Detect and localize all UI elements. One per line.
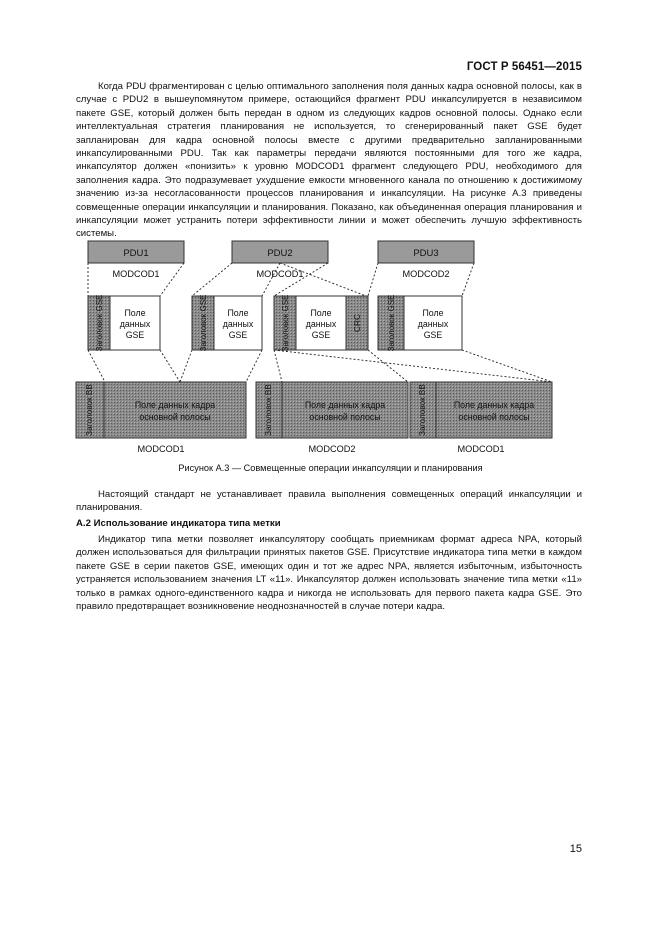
page-number: 15	[569, 843, 582, 855]
bb-header-label: Заголовок BB	[264, 384, 273, 436]
bb-frame-2	[256, 382, 408, 438]
gse-data-line: GSE	[311, 330, 331, 340]
section-heading: А.2 Использование индикатора типа метки	[76, 518, 281, 529]
pdu-to-gse-connectors	[88, 263, 474, 296]
gse-data-line: данных	[119, 319, 151, 329]
pdu-modcod-label: MODCOD1	[256, 269, 304, 279]
bb-frame-1	[76, 382, 246, 438]
gse-packet-4	[378, 295, 462, 352]
gse-to-frame-connectors	[88, 350, 552, 382]
note-paragraph: Настоящий стандарт не устанавливает правила выполнения совмещенных операций инкапсуляции и планирования.	[76, 489, 582, 514]
gse-data-line: Поле	[310, 308, 332, 318]
bb-header-label: Заголовок BB	[85, 384, 94, 436]
gse-data-line: GSE	[125, 330, 145, 340]
gse-packet-1	[88, 295, 160, 352]
gse-header-label: Заголовок GSE	[95, 294, 104, 352]
bb-data-line: основной полосы	[458, 412, 530, 422]
gse-data-line: данных	[417, 319, 449, 329]
crc-label: CRC	[352, 313, 362, 333]
gse-data-line: GSE	[423, 330, 443, 340]
gse-header-label: Заголовок GSE	[281, 294, 290, 352]
bb-data-line: Поле данных кадра	[304, 400, 386, 410]
frame-modcod-label: MODCOD1	[457, 444, 505, 454]
section-a2-paragraph: Индикатор типа метки позволяет инкапсулятору сообщать приемникам формат адреса NPA, который должен использоваться для фильтрации принятых пакетов GSE. Присутствие индикатора типа метки в каждом пакете GSE в серии пакетов GSE, имеющих один и тот же адрес NPA, является избыточным, избыточность устраняется использованием значения LT «11». Инкапсулятор должен использовать значение типа метки «11» только в рамках одного-единственного кадра и никогда не использовать для первого пакета кадра GSE. Это правило предотвращает возникновение неоднозначностей в случае потери кадра.	[76, 534, 582, 613]
intro-paragraph: Когда PDU фрагментирован с целью оптимального заполнения поля данных кадра основной полосы, как в случае с PDU2 в вышеупомянутом примере, остающийся фрагмент PDU инкапсулируется в независимом пакете GSE, который должен быть передан в одном из следующих кадров основной полосы. Однако если интеллектуальная стратегия планирования не используется, то сгенерированный пакет GSE будет запланирован для кадра основной полосы вместе с другими предварительно запланированными инкапсулированными PDU. Так как параметры передачи являются постоянными для того же кадра, инкапсулятор должен «понизить» к уровню MODCOD1 фрагмент следующего PDU, необходимого для заполнения кадра. Это подразумевает ухудшение емкости мгновенного канала по отношению к достижимому значению из-за несогласованности процессов планирования и инкапсуляции. На рисунке А.3 приведены совмещенные операции инкапсуляции и планирования. Показано, как объединенная операция планирования и инкапсуляции может устранить потери эффективности линии и может обеспечить лучшую эффективность системы.	[76, 81, 582, 240]
frame-modcod-label: MODCOD1	[137, 444, 185, 454]
document-header: ГОСТ Р 56451—2015	[466, 61, 582, 73]
gse-data-line: GSE	[228, 330, 248, 340]
pdu-label: PDU3	[413, 248, 439, 259]
bb-data-line: основной полосы	[309, 412, 381, 422]
bb-frame-3	[410, 382, 552, 438]
bb-data-line: основной полосы	[139, 412, 211, 422]
gse-data-line: Поле	[227, 308, 249, 318]
gse-packet-2	[192, 295, 262, 352]
pdu-box-1	[88, 241, 184, 263]
pdu-modcod-label: MODCOD2	[402, 269, 450, 279]
gse-header-label: Заголовок GSE	[199, 294, 208, 352]
gse-header-label: Заголовок GSE	[387, 294, 396, 352]
pdu-label: PDU2	[267, 248, 293, 259]
gse-data-line: данных	[222, 319, 254, 329]
bb-header-label: Заголовок BB	[418, 384, 427, 436]
pdu-box-3	[378, 241, 474, 263]
bb-data-line: Поле данных кадра	[453, 400, 535, 410]
bb-data-line: Поле данных кадра	[134, 400, 216, 410]
gse-data-line: Поле	[422, 308, 444, 318]
pdu-box-2	[232, 241, 328, 263]
gse-data-line: данных	[305, 319, 337, 329]
gse-packet-3-with-crc	[274, 295, 368, 352]
pdu-label: PDU1	[123, 248, 149, 259]
frame-modcod-label: MODCOD2	[308, 444, 356, 454]
pdu-modcod-label: MODCOD1	[112, 269, 160, 279]
figure-caption: Рисунок А.3 — Совмещенные операции инкапсуляции и планирования	[178, 463, 483, 473]
gse-data-line: Поле	[124, 308, 146, 318]
